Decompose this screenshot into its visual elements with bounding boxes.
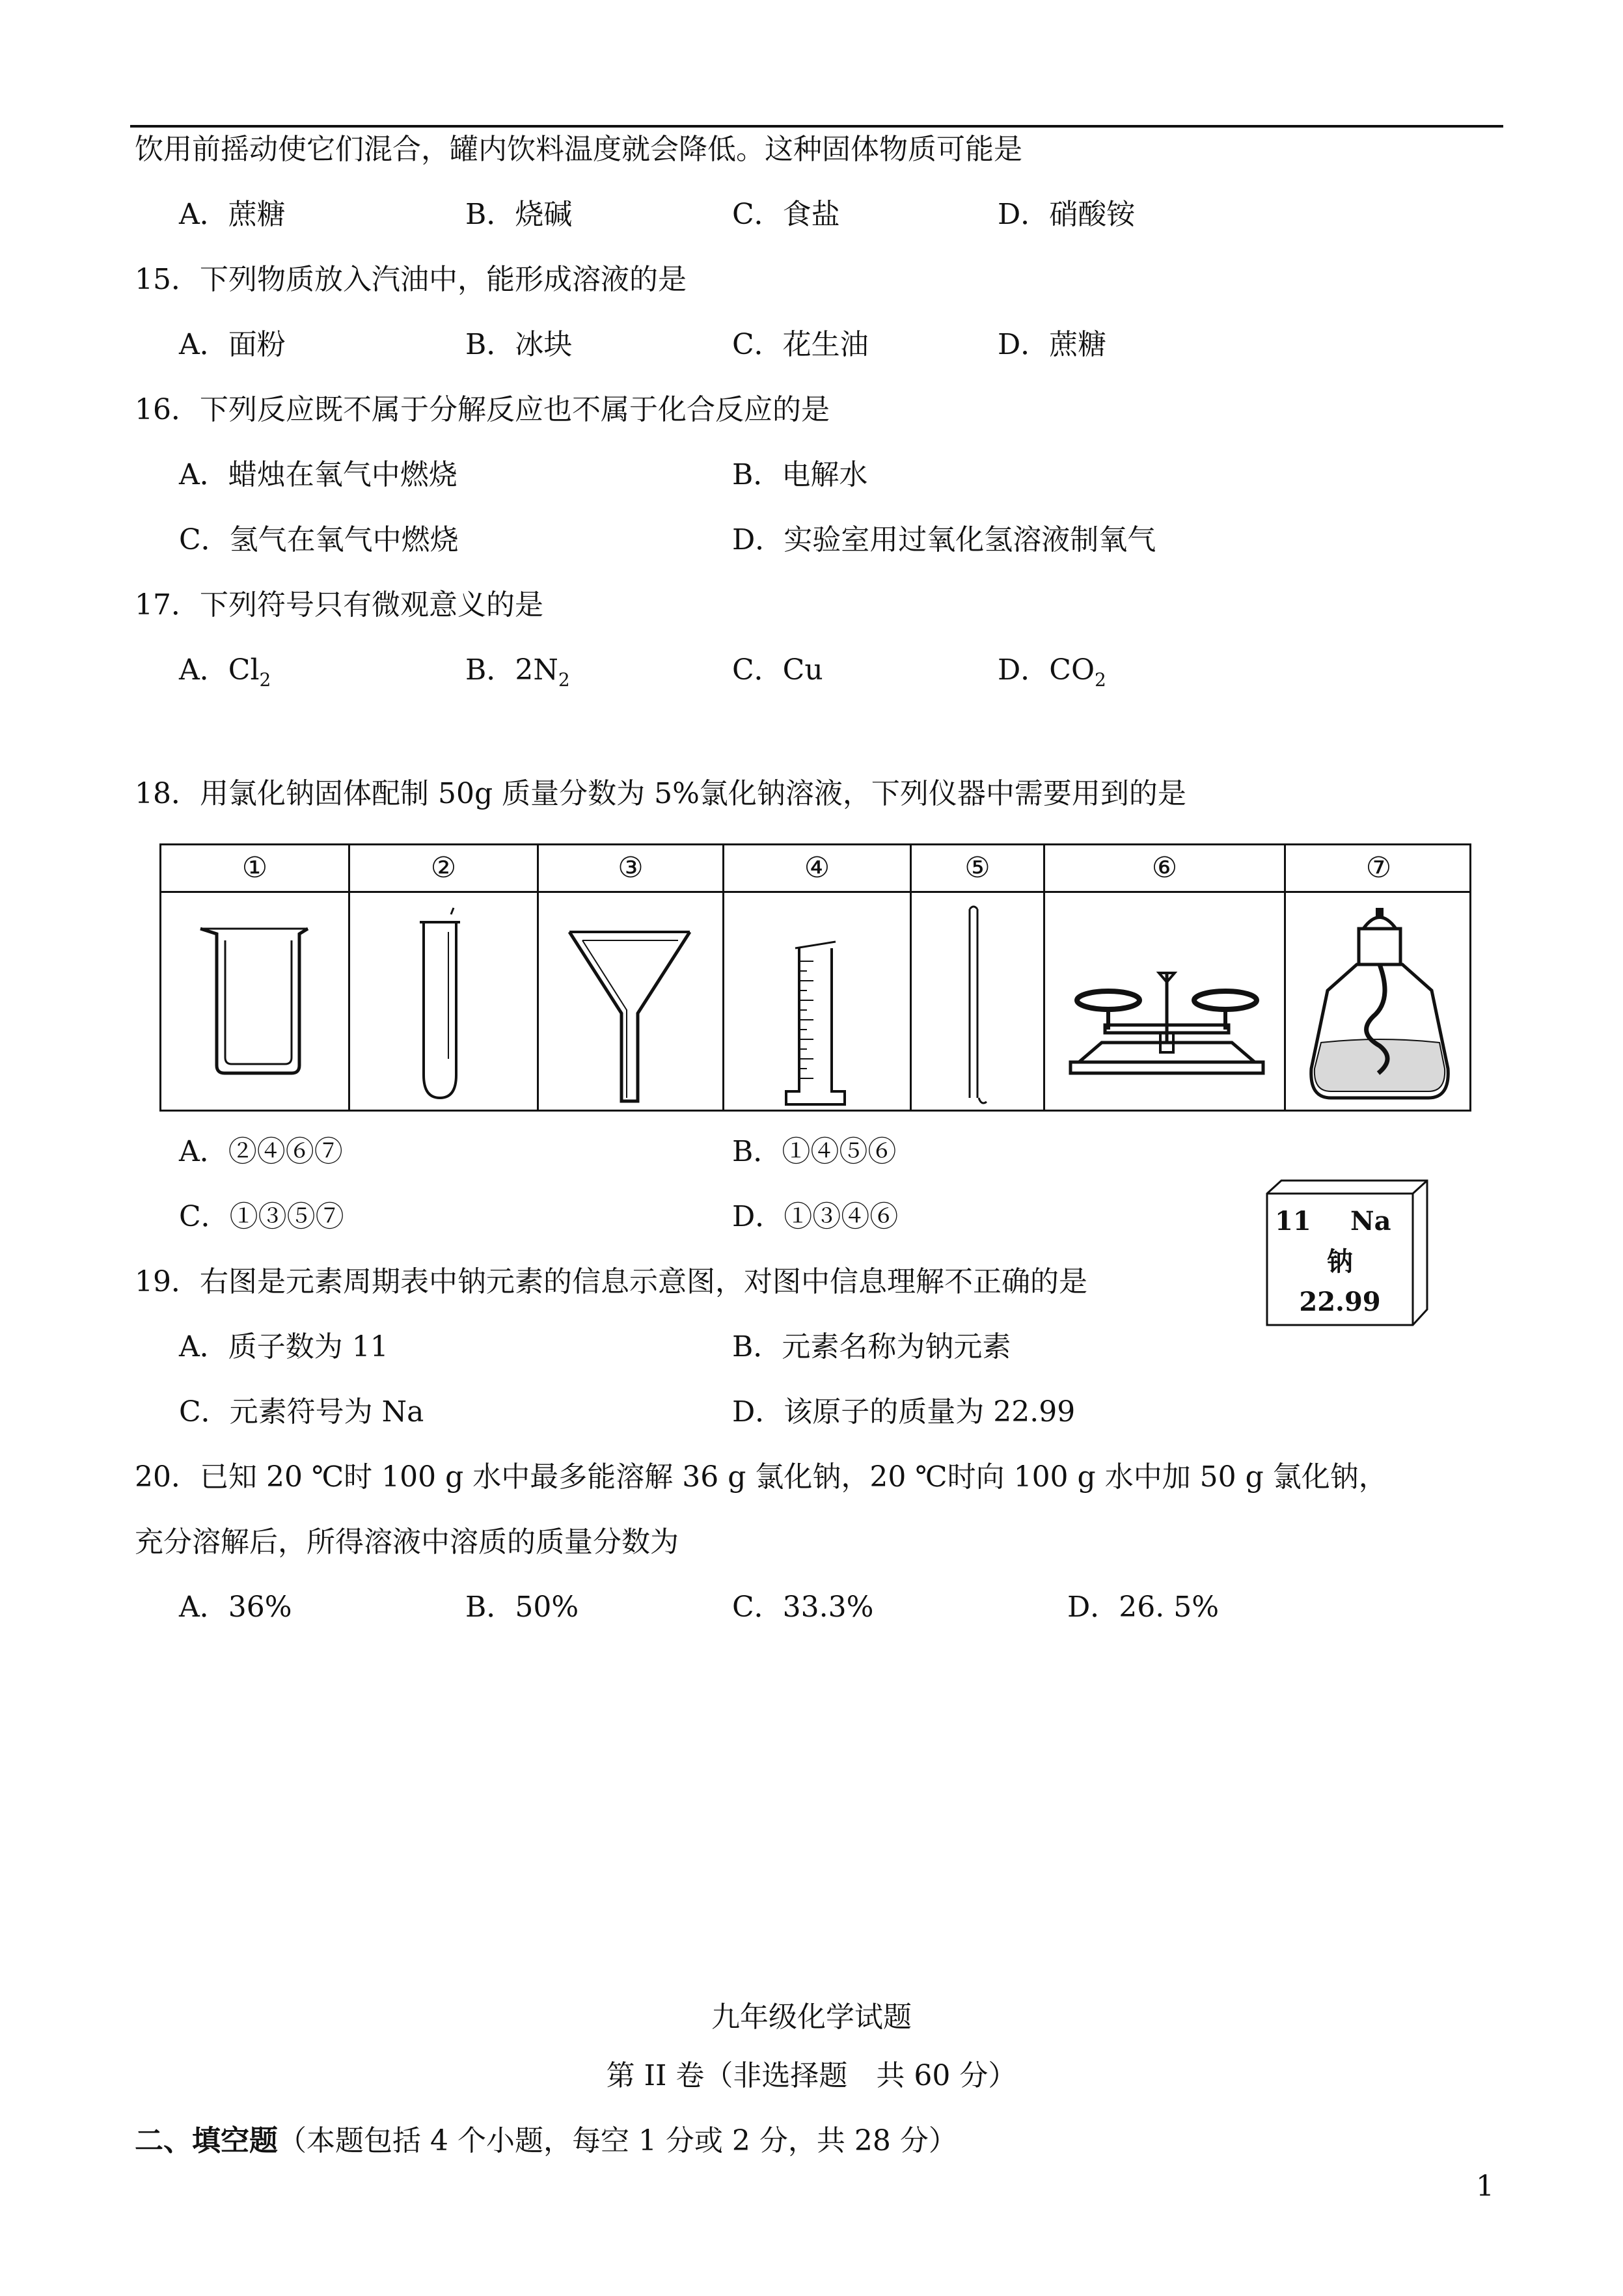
q19-option-a: A．质子数为 11 (179, 1330, 389, 1363)
q17-stem: 17．下列符号只有微观意义的是 (135, 588, 543, 622)
funnel-icon (560, 903, 703, 1111)
element-symbol: Na (1350, 1206, 1391, 1237)
q15-option-b: B．冰块 (465, 328, 573, 361)
instrument-number: ② (430, 851, 457, 884)
q15-stem: 15．下列物质放入汽油中，能形成溶液的是 (135, 263, 687, 296)
page-number: 1 (1476, 2170, 1494, 2203)
instrument-number: ① (241, 851, 268, 884)
q15-option-c: C．花生油 (732, 328, 869, 361)
q20-option-a: A．36% (179, 1591, 292, 1624)
q19-option-c: C．元素符号为 Na (179, 1395, 424, 1428)
header-rule (130, 125, 1503, 128)
q19-stem: 19．右图是元素周期表中钠元素的信息示意图，对图中信息理解不正确的是 (135, 1265, 1087, 1298)
q16-option-a: A．蜡烛在氧气中燃烧 (179, 458, 457, 491)
q20-stem-line2: 充分溶解后，所得溶液中溶质的质量分数为 (135, 1525, 679, 1559)
q16-option-d: D．实验室用过氧化氢溶液制氧气 (732, 523, 1156, 556)
instrument-number: ⑥ (1151, 851, 1178, 884)
q14-option-a: A．蔗糖 (179, 198, 286, 231)
volume-title: 第 II 卷（非选择题 共 60 分） (606, 2059, 1017, 2092)
q17-option-c: C．Cu (732, 653, 823, 687)
q18-option-d: D．①③④⑥ (732, 1200, 899, 1233)
q18-stem: 18．用氯化钠固体配制 50g 质量分数为 5%氯化钠溶液，下列仪器中需要用到的是 (135, 777, 1186, 810)
q16-stem: 16．下列反应既不属于分解反应也不属于化合反应的是 (135, 393, 830, 426)
q18-option-c: C．①③⑤⑦ (179, 1200, 344, 1233)
element-mass: 22.99 (1299, 1287, 1381, 1317)
graduated-cylinder-icon (773, 903, 864, 1111)
q20-option-c: C．33.3% (732, 1591, 874, 1624)
q17-option-a: A．$Cl_2$ (179, 653, 271, 690)
paper-title: 九年级化学试题 (711, 2001, 912, 2034)
q18-option-a: A．②④⑥⑦ (179, 1135, 343, 1168)
q15-option-d: D．蔗糖 (998, 328, 1107, 361)
q14-stem: 饮用前摇动使它们混合，罐内饮料温度就会降低。这种固体物质可能是 (135, 133, 1022, 166)
q19-option-d: D．该原子的质量为 22.99 (732, 1395, 1076, 1428)
section-heading: 二、填空题（本题包括 4 个小题，每空 1 分或 2 分，共 28 分） (135, 2124, 957, 2157)
q18-option-b: B．①④⑤⑥ (732, 1135, 897, 1168)
alcohol-lamp-icon (1302, 903, 1458, 1111)
balance-icon (1063, 903, 1271, 1098)
instrument-number: ③ (618, 851, 644, 884)
instrument-number: ⑦ (1365, 851, 1392, 884)
q16-option-c: C．氢气在氧气中燃烧 (179, 523, 459, 556)
glass-rod-icon (955, 903, 1001, 1111)
test-tube-icon (411, 903, 476, 1104)
beaker-icon (187, 903, 324, 1098)
q16-option-b: B．电解水 (732, 458, 868, 491)
q17-option-d: D．$CO_2$ (998, 653, 1106, 690)
element-number: 11 (1275, 1206, 1311, 1237)
q14-option-b: B．烧碱 (465, 198, 573, 231)
q15-option-a: A．面粉 (179, 328, 286, 361)
q14-option-d: D．硝酸铵 (998, 198, 1136, 231)
instrument-table (159, 843, 1471, 1112)
sodium-element-card (1266, 1179, 1428, 1326)
element-name: 钠 (1327, 1247, 1353, 1277)
q20-stem-line1: 20．已知 20 ℃时 100 g 水中最多能溶解 36 g 氯化钠，20 ℃时向 100 g 水中加 50 g 氯化钠， (135, 1460, 1387, 1494)
q20-option-b: B．50% (465, 1591, 579, 1624)
instrument-number: ④ (804, 851, 830, 884)
q19-option-b: B．元素名称为钠元素 (732, 1330, 1011, 1363)
q17-option-b: B．$2N_2$ (465, 653, 570, 690)
q14-option-c: C．食盐 (732, 198, 840, 231)
instrument-number: ⑤ (964, 851, 990, 884)
q20-option-d: D．26. 5% (1067, 1591, 1220, 1624)
